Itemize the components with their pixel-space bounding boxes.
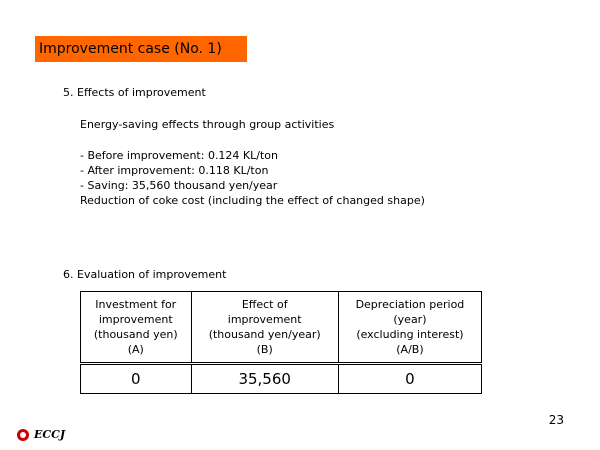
logo-text: ECCJ — [34, 428, 66, 441]
header-line: (thousand yen) — [93, 328, 178, 341]
depreciation-value: 0 — [338, 364, 481, 394]
page-number: 23 — [548, 413, 564, 427]
header-line: Depreciation period — [355, 298, 465, 311]
coke-cost-line: Reduction of coke cost (including the effect of changed shape) — [80, 194, 425, 207]
logo-icon — [17, 429, 29, 441]
investment-value: 0 — [81, 364, 192, 394]
section-6-heading: 6. Evaluation of improvement — [63, 268, 227, 281]
header-line: (A) — [127, 343, 144, 356]
effect-value: 35,560 — [191, 364, 338, 394]
page-title: Improvement case (No. 1) — [35, 36, 247, 62]
eccj-logo — [17, 428, 65, 441]
effect-header — [191, 292, 338, 364]
header-line: improvement — [227, 313, 302, 326]
before-improvement-line: - Before improvement: 0.124 KL/ton — [80, 149, 278, 162]
section-5-heading: 5. Effects of improvement — [63, 86, 206, 99]
investment-header — [81, 292, 192, 364]
header-line: improvement — [98, 313, 173, 326]
header-line: Effect of — [241, 298, 288, 311]
header-line: Investment for — [95, 298, 177, 311]
table-row — [81, 364, 482, 394]
header-line: (B) — [256, 343, 273, 356]
after-improvement-line: - After improvement: 0.118 KL/ton — [80, 164, 269, 177]
header-line: (excluding interest) — [356, 328, 464, 341]
header-line: (A/B) — [396, 343, 424, 356]
saving-line: - Saving: 35,560 thousand yen/year — [80, 179, 278, 192]
depreciation-header — [338, 292, 481, 364]
header-line: (thousand yen/year) — [208, 328, 321, 341]
evaluation-table — [80, 291, 482, 394]
header-line: (year) — [393, 313, 427, 326]
table-header-row — [81, 292, 482, 364]
section-5-body — [80, 117, 425, 208]
section-5-intro: Energy-saving effects through group activities — [80, 118, 335, 131]
